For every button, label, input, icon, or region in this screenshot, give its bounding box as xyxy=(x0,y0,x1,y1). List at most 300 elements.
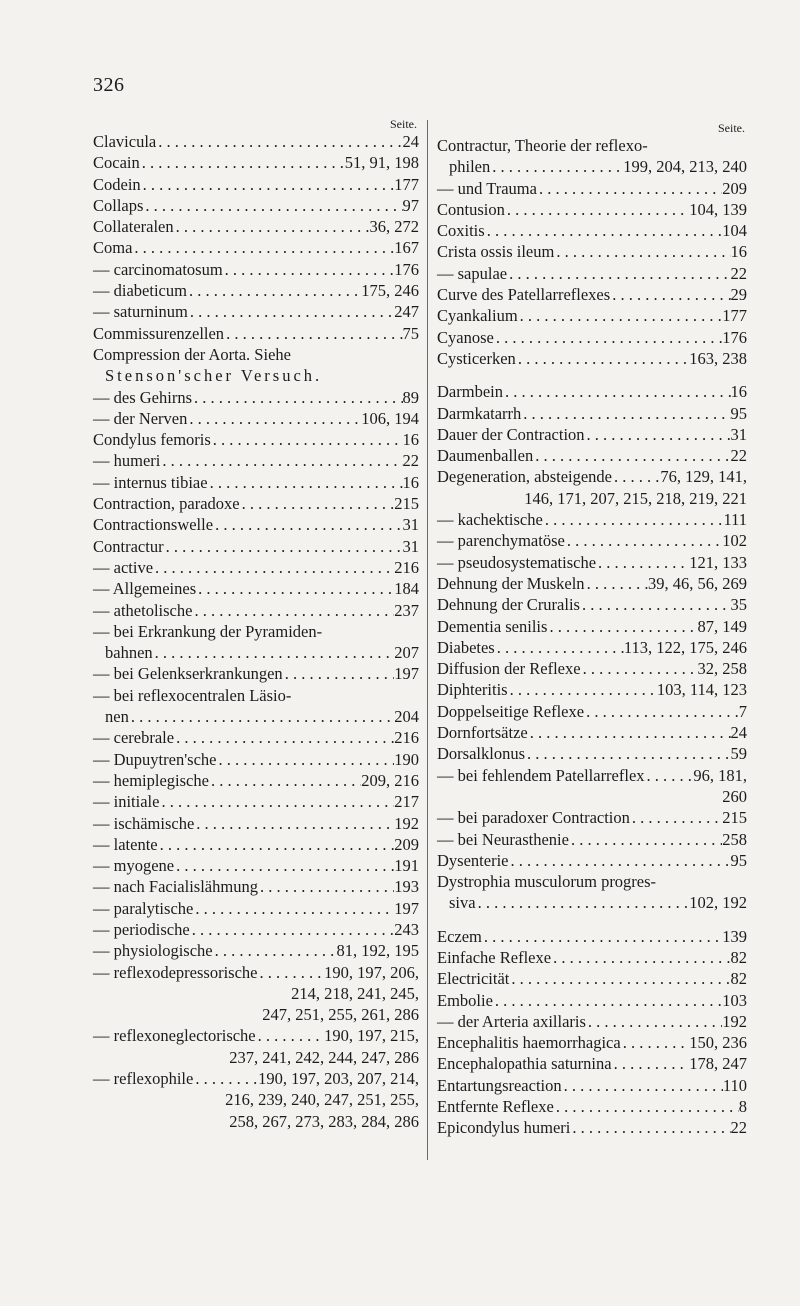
entry-line xyxy=(93,131,419,152)
index-entry xyxy=(437,445,747,466)
entry-pages: 103, 114, 123 xyxy=(656,680,747,700)
leader-dots xyxy=(585,573,648,594)
entry-line xyxy=(437,305,747,326)
entry-pages-continued: 146, 171, 207, 215, 218, 219, 221 xyxy=(524,488,747,508)
entry-pages-continued: 216, 239, 240, 247, 251, 255, xyxy=(225,1090,419,1110)
entry-pages: 16 xyxy=(730,382,747,402)
entry-term: Coma xyxy=(93,238,133,258)
entry-line xyxy=(437,871,747,892)
leader-dots xyxy=(143,195,402,216)
entry-line xyxy=(93,344,419,365)
entry-line xyxy=(437,926,747,947)
entry-term: — der Nerven xyxy=(93,408,188,428)
leader-dots xyxy=(584,701,739,722)
leader-dots xyxy=(193,1068,258,1089)
leader-dots xyxy=(586,1011,722,1032)
entry-line xyxy=(93,813,419,834)
entry-term: — Allgemeines xyxy=(93,579,197,599)
entry-line xyxy=(93,280,419,301)
entry-pages: 150, 236 xyxy=(689,1033,747,1053)
entry-line xyxy=(437,284,747,305)
leader-dots xyxy=(580,594,731,615)
index-entry xyxy=(437,1075,747,1096)
leader-dots xyxy=(258,876,394,897)
index-entry xyxy=(437,381,747,402)
index-column-right xyxy=(429,117,747,1139)
index-entry xyxy=(93,578,419,599)
entry-pages: 247 xyxy=(394,302,419,322)
index-entry xyxy=(93,259,419,280)
entry-term: — athetolische xyxy=(93,600,193,620)
leader-dots xyxy=(537,178,722,199)
entry-pages: 103 xyxy=(722,990,747,1010)
entry-term: — hemiplegische xyxy=(93,770,209,790)
entry-pages: 81, 192, 195 xyxy=(336,941,419,961)
index-list-right xyxy=(437,135,747,1139)
entry-term: Coxitis xyxy=(437,221,485,241)
entry-line xyxy=(93,749,419,770)
entry-pages: 258 xyxy=(722,829,747,849)
entry-line xyxy=(93,600,419,621)
entry-pages: 167 xyxy=(394,238,419,258)
index-entry xyxy=(93,1068,419,1132)
index-entry xyxy=(437,947,747,968)
entry-line xyxy=(437,947,747,968)
entry-line xyxy=(93,663,419,684)
index-entry xyxy=(93,514,419,535)
entry-pages: 176 xyxy=(722,327,747,347)
entry-pages: 87, 149 xyxy=(697,616,747,636)
leader-dots xyxy=(240,493,395,514)
entry-pages: 190 xyxy=(394,749,419,769)
entry-pages: 175, 246 xyxy=(361,281,419,301)
leader-dots xyxy=(140,152,345,173)
leader-dots xyxy=(495,637,624,658)
entry-line xyxy=(437,135,747,156)
leader-dots xyxy=(551,947,730,968)
index-entry xyxy=(93,323,419,344)
entry-pages: 199, 204, 213, 240 xyxy=(623,157,747,177)
index-entry xyxy=(437,573,747,594)
leader-dots xyxy=(482,926,722,947)
entry-pages: 32, 258 xyxy=(697,659,747,679)
entry-pages: 176 xyxy=(394,259,419,279)
leader-dots xyxy=(153,642,395,663)
entry-term: Collaps xyxy=(93,195,144,215)
leader-dots xyxy=(585,424,731,445)
entry-term: — ischämische xyxy=(93,813,195,833)
entry-pages-continued: 247, 251, 255, 261, 286 xyxy=(262,1005,419,1025)
leader-dots xyxy=(565,530,722,551)
entry-pages: 22 xyxy=(402,451,419,471)
leader-dots xyxy=(509,968,730,989)
leader-dots xyxy=(610,284,730,305)
entry-pages: 193 xyxy=(394,877,419,897)
leader-dots xyxy=(503,381,731,402)
entry-term: Contraction, paradoxe xyxy=(93,494,240,514)
index-entry xyxy=(437,284,747,305)
entry-pages: 39, 46, 56, 269 xyxy=(648,573,747,593)
column-header-seite: Seite. xyxy=(390,117,417,131)
entry-term: Contractur xyxy=(93,536,164,556)
entry-pages: 16 xyxy=(402,472,419,492)
entry-line xyxy=(93,493,419,514)
leader-dots xyxy=(490,156,623,177)
leader-dots xyxy=(547,616,697,637)
index-entry xyxy=(93,450,419,471)
entry-line xyxy=(437,1053,747,1074)
index-entry xyxy=(437,807,747,828)
index-entry xyxy=(437,552,747,573)
leader-dots xyxy=(554,241,730,262)
entry-term: — diabeticum xyxy=(93,281,187,301)
index-entry xyxy=(93,770,419,791)
entry-term: Crista ossis ileum xyxy=(437,242,555,262)
entry-term: — parenchymatöse xyxy=(437,531,565,551)
entry-term: — pseudosystematische xyxy=(437,552,597,572)
entry-term: Dehnung der Muskeln xyxy=(437,573,585,593)
entry-pages: 184 xyxy=(394,579,419,599)
entry-line xyxy=(437,509,747,530)
leader-dots xyxy=(505,199,689,220)
entry-pages: 16 xyxy=(402,430,419,450)
entry-term: Cyanose xyxy=(437,327,494,347)
leader-dots xyxy=(562,1075,723,1096)
entry-line xyxy=(437,892,747,913)
entry-pages: 76, 129, 141, xyxy=(660,467,747,487)
entry-line xyxy=(437,679,747,700)
index-entry xyxy=(437,765,747,808)
index-entry xyxy=(93,813,419,834)
index-entry xyxy=(93,280,419,301)
entry-line xyxy=(437,743,747,764)
entry-line xyxy=(93,237,419,258)
entry-term: Darmbein xyxy=(437,382,503,402)
entry-term: Einfache Reflexe xyxy=(437,947,552,967)
entry-term: — Dupuytren'sche xyxy=(93,749,217,769)
entry-pages: 178, 247 xyxy=(689,1054,747,1074)
index-entry xyxy=(437,327,747,348)
index-entry xyxy=(437,305,747,326)
index-entry xyxy=(437,743,747,764)
entry-term: — reflexodepressorische xyxy=(93,962,258,982)
entry-term: — der Arteria axillaris xyxy=(437,1011,586,1031)
index-entry xyxy=(93,472,419,493)
entry-line xyxy=(93,259,419,280)
entry-line xyxy=(93,429,419,450)
index-entry xyxy=(437,1032,747,1053)
entry-line xyxy=(437,220,747,241)
entry-line xyxy=(93,621,419,642)
index-entry xyxy=(437,199,747,220)
entry-term: Contractur, Theorie der reflexo- xyxy=(437,136,648,155)
index-entry xyxy=(437,530,747,551)
entry-pages: 89 xyxy=(402,387,419,407)
entry-line xyxy=(93,1025,419,1046)
entry-pages: 97 xyxy=(402,195,419,215)
leader-dots xyxy=(485,220,723,241)
entry-pages: 190, 197, 215, xyxy=(324,1026,419,1046)
index-column-left xyxy=(93,117,419,1132)
index-entry xyxy=(93,408,419,429)
entry-pages: 216 xyxy=(394,557,419,577)
entry-term: Entartungsreaction xyxy=(437,1075,562,1095)
entry-line xyxy=(437,1117,747,1138)
entry-line xyxy=(93,685,419,706)
leader-dots xyxy=(476,892,690,913)
leader-dots xyxy=(209,770,361,791)
leader-dots xyxy=(596,552,689,573)
entry-term: Epicondylus humeri xyxy=(437,1118,571,1138)
entry-pages: 216 xyxy=(394,728,419,748)
leader-dots xyxy=(645,765,694,786)
leader-dots xyxy=(283,663,395,684)
entry-line xyxy=(437,348,747,369)
entry-term: Commissurenzellen xyxy=(93,323,225,343)
index-entry xyxy=(93,855,419,876)
leader-dots xyxy=(223,259,395,280)
entry-line xyxy=(437,722,747,743)
index-entry xyxy=(437,1011,747,1032)
index-entry xyxy=(437,348,747,369)
leader-dots xyxy=(187,408,361,429)
entry-term: Diphteritis xyxy=(437,680,508,700)
entry-term-continued: philen xyxy=(449,157,491,177)
entry-pages: 22 xyxy=(730,1118,747,1138)
index-entry xyxy=(437,424,747,445)
entry-term: Doppelseitige Reflexe xyxy=(437,701,585,721)
entry-term: Diffusion der Reflexe xyxy=(437,659,581,679)
entry-line xyxy=(437,658,747,679)
leader-dots xyxy=(174,855,394,876)
leader-dots xyxy=(224,323,402,344)
leader-dots xyxy=(192,600,394,621)
leader-dots xyxy=(612,466,660,487)
entry-pages: 104, 139 xyxy=(689,199,747,219)
entry-term: — bei fehlendem Patellarreflex xyxy=(437,765,645,785)
index-entry xyxy=(437,1096,747,1117)
entry-pages: 95 xyxy=(730,403,747,423)
entry-pages: 96, 181, xyxy=(693,765,747,785)
index-entry xyxy=(93,301,419,322)
leader-dots xyxy=(543,509,724,530)
entry-line xyxy=(437,594,747,615)
entry-pages: 24 xyxy=(402,132,419,151)
entry-term: Entfernte Reflexe xyxy=(437,1097,554,1117)
leader-dots xyxy=(516,348,689,369)
entry-line xyxy=(93,216,419,237)
leader-dots xyxy=(160,450,402,471)
entry-term: — carcinomatosum xyxy=(93,259,223,279)
index-entry xyxy=(437,850,747,871)
entry-line xyxy=(437,199,747,220)
entry-line xyxy=(437,530,747,551)
leader-dots xyxy=(196,578,394,599)
entry-term: Cocain xyxy=(93,153,140,173)
entry-line xyxy=(437,403,747,424)
entry-pages: 243 xyxy=(394,919,419,939)
index-list-left xyxy=(93,131,419,1132)
entry-pages: 197 xyxy=(394,898,419,918)
entry-line xyxy=(93,557,419,578)
entry-line xyxy=(93,450,419,471)
entry-line xyxy=(93,195,419,216)
entry-term: Condylus femoris xyxy=(93,430,211,450)
entry-pages: 31 xyxy=(402,515,419,535)
index-entry xyxy=(437,658,747,679)
entry-pages: 177 xyxy=(722,306,747,326)
entry-pages: 29 xyxy=(730,285,747,305)
leader-dots xyxy=(174,216,370,237)
entry-line xyxy=(93,940,419,961)
index-entry xyxy=(93,663,419,684)
entry-term: Dysenterie xyxy=(437,850,509,870)
entry-pages-continued: 237, 241, 242, 244, 247, 286 xyxy=(229,1047,419,1067)
leader-dots xyxy=(174,727,394,748)
entry-term: Clavicula xyxy=(93,132,157,151)
index-entry xyxy=(93,940,419,961)
entry-term: Collateralen xyxy=(93,217,174,237)
entry-term: Dementia senilis xyxy=(437,616,548,636)
entry-line xyxy=(93,876,419,897)
entry-term: Diabetes xyxy=(437,637,495,657)
index-entry xyxy=(437,509,747,530)
index-entry xyxy=(437,241,747,262)
index-entry xyxy=(93,536,419,557)
entry-line xyxy=(437,241,747,262)
leader-dots xyxy=(193,898,394,919)
leader-dots xyxy=(208,472,403,493)
entry-line xyxy=(93,152,419,173)
entry-pages: 163, 238 xyxy=(689,348,747,368)
leader-dots xyxy=(187,280,361,301)
leader-dots xyxy=(569,829,722,850)
entry-line xyxy=(93,1068,419,1089)
entry-term: — humeri xyxy=(93,451,161,471)
index-entry xyxy=(93,237,419,258)
leader-dots xyxy=(257,962,324,983)
leader-dots xyxy=(129,706,394,727)
entry-term: — latente xyxy=(93,834,158,854)
index-entry xyxy=(93,216,419,237)
entry-pages: 24 xyxy=(730,723,747,743)
leader-dots xyxy=(190,919,395,940)
index-entry xyxy=(93,1025,419,1068)
entry-line xyxy=(437,968,747,989)
entry-pages: 113, 122, 175, 246 xyxy=(623,637,747,657)
entry-term: — internus tibiae xyxy=(93,472,208,492)
entry-line xyxy=(437,156,747,177)
entry-line xyxy=(437,381,747,402)
index-entry xyxy=(437,871,747,914)
column-divider xyxy=(427,120,428,1160)
index-entry xyxy=(437,616,747,637)
entry-pages: 204 xyxy=(394,707,419,727)
entry-line xyxy=(93,791,419,812)
entry-term: — cerebrale xyxy=(93,728,175,748)
entry-term: — des Gehirns xyxy=(93,387,192,407)
entry-pages: 31 xyxy=(730,424,747,444)
entry-line xyxy=(93,472,419,493)
index-entry xyxy=(93,919,419,940)
entry-term: Electricität xyxy=(437,969,510,989)
entry-term: Encephalopathia saturnina xyxy=(437,1054,612,1074)
leader-dots xyxy=(213,940,337,961)
index-entry xyxy=(93,429,419,450)
entry-term: — bei reflexocentralen Läsio- xyxy=(93,685,292,705)
index-entry xyxy=(93,557,419,578)
entry-line xyxy=(93,642,419,663)
leader-dots xyxy=(612,1053,690,1074)
index-entry xyxy=(93,898,419,919)
index-entry xyxy=(437,722,747,743)
index-entry xyxy=(437,1117,747,1138)
index-entry xyxy=(437,263,747,284)
index-entry xyxy=(437,1053,747,1074)
entry-term: — initiale xyxy=(93,792,160,812)
entry-line xyxy=(437,807,747,828)
index-entry xyxy=(93,621,419,664)
entry-pages: 197 xyxy=(394,664,419,684)
entry-line xyxy=(437,1096,747,1117)
leader-dots xyxy=(153,557,394,578)
entry-line xyxy=(93,408,419,429)
entry-line xyxy=(93,387,419,408)
leader-dots xyxy=(521,403,730,424)
leader-dots xyxy=(581,658,698,679)
entry-pages: 102, 192 xyxy=(689,893,747,913)
index-entry xyxy=(93,685,419,728)
index-entry xyxy=(93,962,419,1026)
index-entry xyxy=(437,466,747,509)
entry-line xyxy=(437,263,747,284)
entry-term: Compression der Aorta. Siehe xyxy=(93,344,291,364)
page-number: 326 xyxy=(93,74,125,96)
leader-dots xyxy=(141,174,395,195)
leader-dots xyxy=(508,679,657,700)
entry-line xyxy=(437,327,747,348)
leader-dots xyxy=(164,536,403,557)
leader-dots xyxy=(493,990,722,1011)
leader-dots xyxy=(525,743,731,764)
column-header-seite: Seite. xyxy=(718,121,745,135)
entry-term: Cyankalium xyxy=(437,306,518,326)
entry-term: — sapulae xyxy=(437,263,508,283)
leader-dots xyxy=(508,850,730,871)
entry-pages-continued: 260 xyxy=(722,786,747,806)
index-entry xyxy=(93,727,419,748)
entry-term: — kachektische xyxy=(437,510,543,530)
leader-dots xyxy=(213,514,402,535)
entry-pages: 209 xyxy=(394,834,419,854)
entry-pages-continued: 214, 218, 241, 245, xyxy=(291,983,419,1003)
entry-pages: 82 xyxy=(730,947,747,967)
index-entry xyxy=(437,403,747,424)
entry-pages: 104 xyxy=(722,221,747,241)
entry-line xyxy=(93,919,419,940)
entry-line xyxy=(437,1011,747,1032)
leader-dots xyxy=(256,1025,324,1046)
entry-pages: 75 xyxy=(402,323,419,343)
index-entry xyxy=(93,387,419,408)
index-entry xyxy=(93,791,419,812)
entry-line xyxy=(93,536,419,557)
entry-pages: 102 xyxy=(722,531,747,551)
entry-pages: 207 xyxy=(394,643,419,663)
entry-term: Dehnung der Cruralis xyxy=(437,595,580,615)
entry-term: Eczem xyxy=(437,926,482,946)
entry-term: Dauer der Contraction xyxy=(437,424,585,444)
